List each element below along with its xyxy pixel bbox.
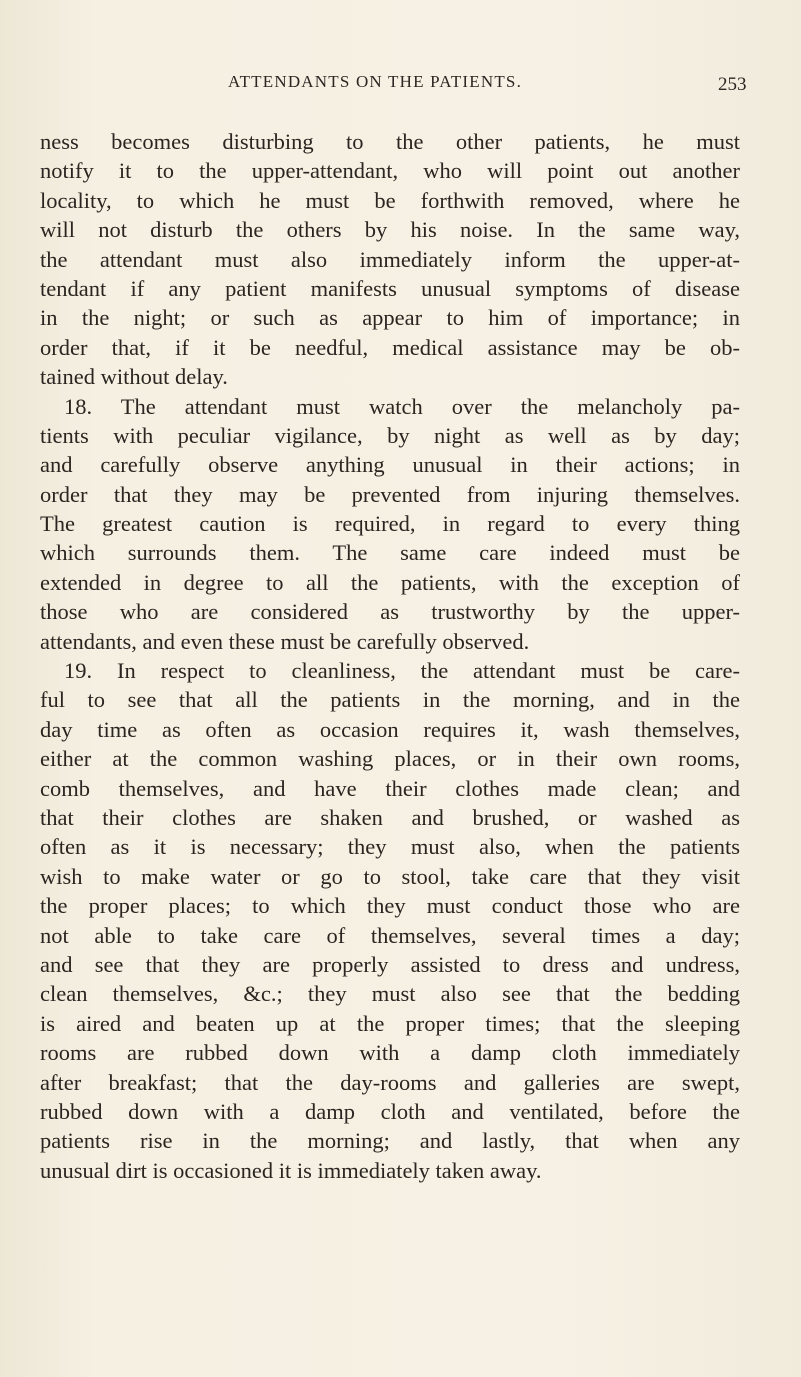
- text-line: wish to make water or go to stool, take care that they visit: [40, 863, 740, 889]
- text-line: tendant if any patient manifests unusual symptoms of disease: [40, 275, 740, 301]
- text-line: notify it to the upper-attendant, who will point out another: [40, 158, 740, 184]
- text-line: extended in degree to all the patients, with the exception of: [40, 569, 740, 595]
- paragraph-18-start: 18. The attendant must watch over the melancholy pa-: [64, 393, 740, 419]
- text-line: rubbed down with a damp cloth and ventilated, before the: [40, 1098, 740, 1124]
- text-line: clean themselves, &c.; they must also see that the bedding: [40, 981, 740, 1007]
- text-line: tients with peculiar vigilance, by night as well as by day;: [40, 422, 740, 448]
- text-line: often as it is necessary; they must also, when the patients: [40, 834, 740, 860]
- text-line: patients rise in the morning; and lastly, that when any: [40, 1128, 740, 1154]
- text-line: is aired and beaten up at the proper times; that the sleeping: [40, 1010, 740, 1036]
- page-header: [0, 72, 801, 98]
- paragraph-19-start: 19. In respect to cleanliness, the attendant must be care-: [64, 658, 740, 684]
- running-head: ATTENDANTS ON THE PATIENTS.: [228, 72, 523, 91]
- text-line: will not disturb the others by his noise. In the same way,: [40, 217, 740, 243]
- text-line: after breakfast; that the day-rooms and galleries are swept,: [40, 1069, 740, 1095]
- text-line: unusual dirt is occasioned it is immediately taken away.: [40, 1157, 542, 1183]
- page-number: 253: [718, 74, 747, 95]
- text-line: locality, to which he must be forthwith removed, where he: [40, 187, 740, 213]
- text-line: day time as often as occasion requires it, wash themselves,: [40, 716, 740, 742]
- text-line: those who are considered as trustworthy by the upper-: [40, 599, 740, 625]
- text-line: The greatest caution is required, in regard to every thing: [40, 511, 740, 537]
- text-line: the proper places; to which they must conduct those who are: [40, 893, 740, 919]
- text-line: and carefully observe anything unusual in their actions; in: [40, 452, 740, 478]
- text-line: either at the common washing places, or in their own rooms,: [40, 746, 740, 772]
- text-line: and see that they are properly assisted to dress and undress,: [40, 951, 740, 977]
- text-line: order that they may be prevented from injuring themselves.: [40, 481, 740, 507]
- text-line: in the night; or such as appear to him of importance; in: [40, 305, 740, 331]
- text-line: which surrounds them. The same care indeed must be: [40, 540, 740, 566]
- text-line: rooms are rubbed down with a damp cloth immediately: [40, 1040, 740, 1066]
- text-line: the attendant must also immediately inform the upper-at-: [40, 246, 740, 272]
- body-text: [40, 127, 740, 1185]
- text-line: attendants, and even these must be carefully observed.: [40, 628, 530, 654]
- text-line: ful to see that all the patients in the morning, and in the: [40, 687, 740, 713]
- text-line: comb themselves, and have their clothes made clean; and: [40, 775, 740, 801]
- text-line: that their clothes are shaken and brushed, or washed as: [40, 804, 740, 830]
- text-line: ness becomes disturbing to the other patients, he must: [40, 129, 740, 154]
- text-line: order that, if it be needful, medical assistance may be ob-: [40, 334, 740, 360]
- text-line: tained without delay.: [40, 364, 228, 390]
- text-line: not able to take care of themselves, several times a day;: [40, 922, 740, 948]
